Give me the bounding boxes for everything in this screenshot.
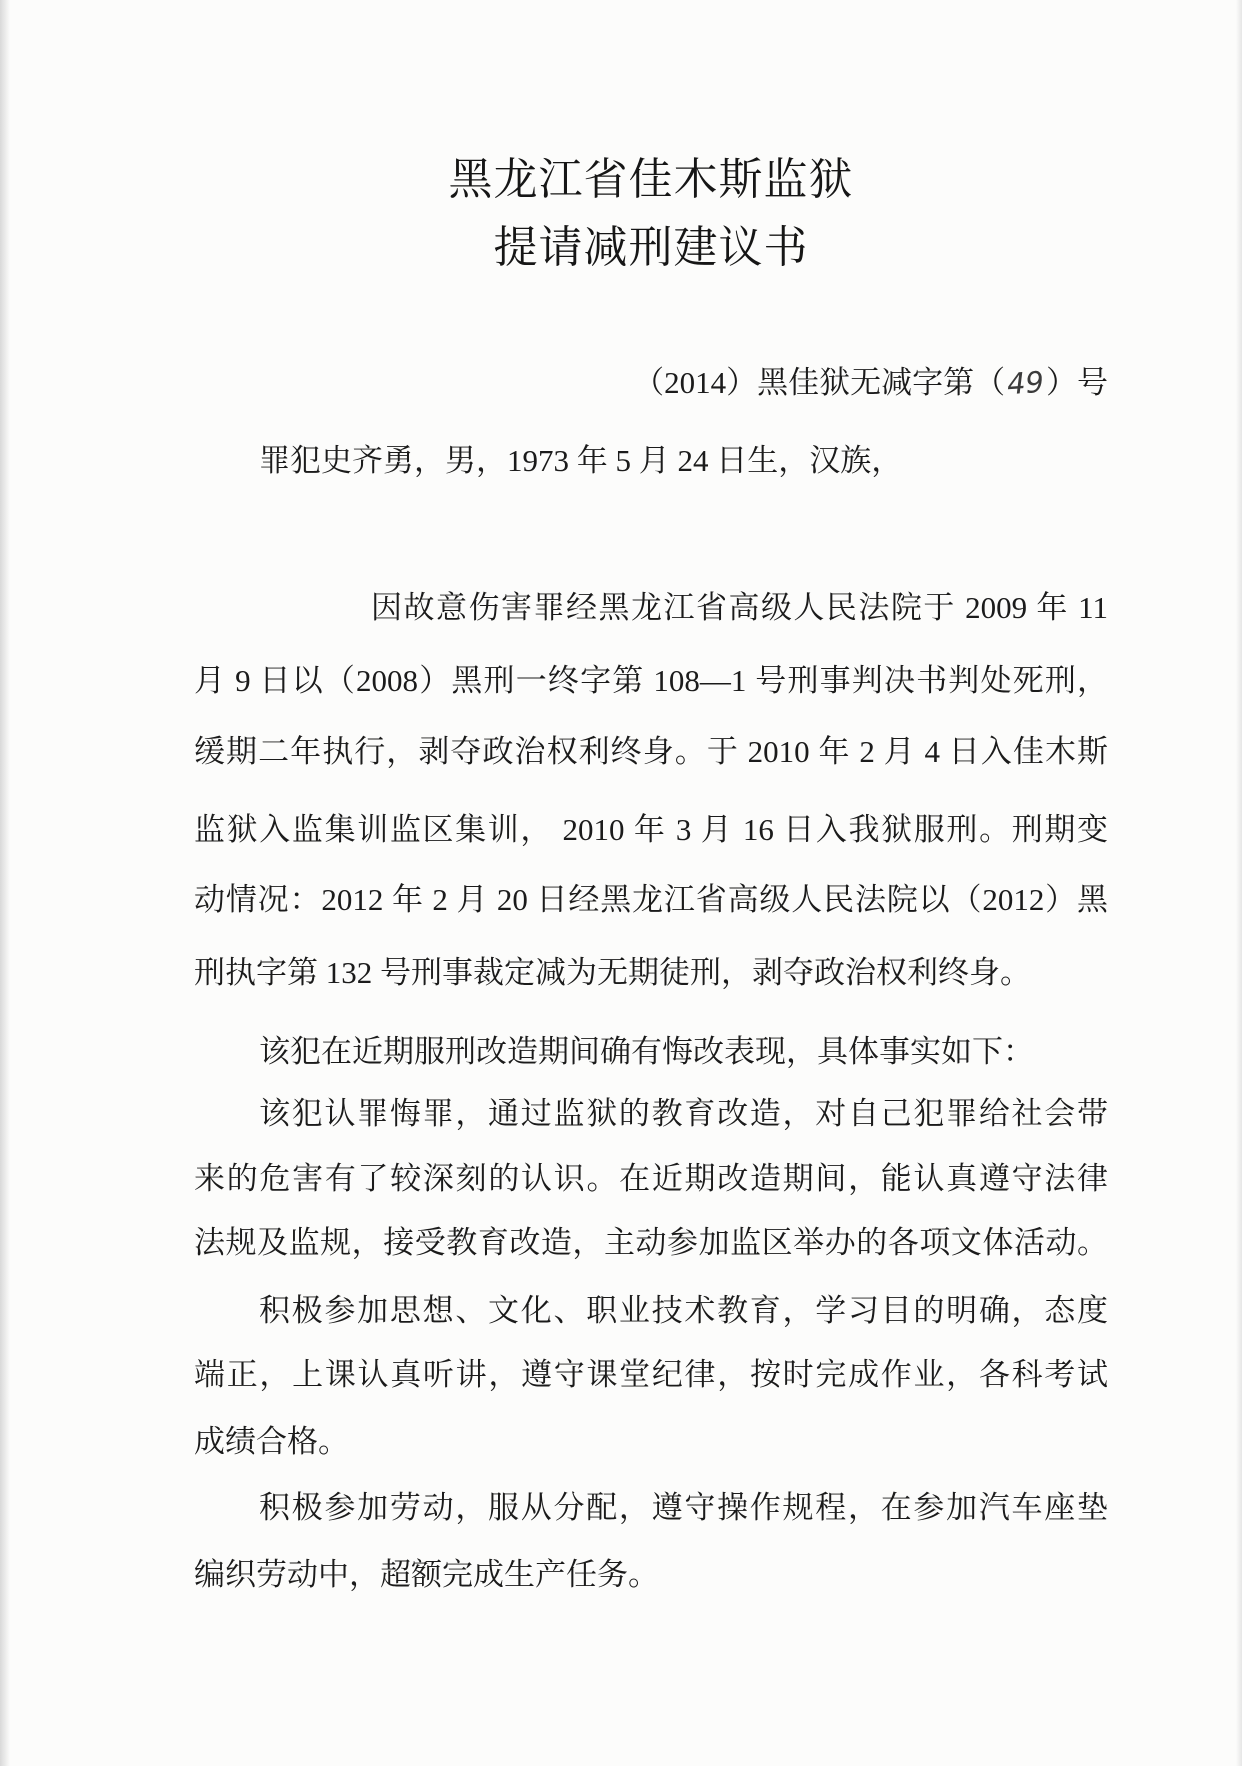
facts-education-line: 积极参加思想、文化、职业技术教育，学习目的明确，态度 — [259, 1293, 1108, 1328]
sentence-history-line: 缓期二年执行，剥夺政治权利终身。于 2010 年 2 月 4 日入佳木斯 — [194, 734, 1108, 769]
facts-education-line: 端正，上课认真听讲，遵守课堂纪律，按时完成作业，各科考试 — [194, 1357, 1108, 1392]
sentence-history-line: 动情况：2012 年 2 月 20 日经黑龙江省高级人民法院以（2012）黑 — [194, 882, 1108, 917]
facts-labor-line: 编织劳动中，超额完成生产任务。 — [194, 1557, 659, 1592]
sentence-history-line: 因故意伤害罪经黑龙江省高级人民法院于 2009 年 11 — [371, 590, 1108, 625]
handwritten-document-number: 49 — [1005, 364, 1046, 402]
sentence-history-line: 刑执字第 132 号刑事裁定减为无期徒刑，剥夺政治权利终身。 — [194, 955, 1031, 990]
facts-labor-line: 积极参加劳动，服从分配，遵守操作规程，在参加汽车座垫 — [259, 1490, 1108, 1525]
facts-attitude-line: 该犯认罪悔罪，通过监狱的教育改造，对自己犯罪给社会带 — [259, 1096, 1108, 1131]
facts-attitude-line: 法规及监规，接受教育改造，主动参加监区举办的各项文体活动。 — [194, 1225, 1108, 1260]
facts-attitude-line: 来的危害有了较深刻的认识。在近期改造期间，能认真遵守法律 — [194, 1161, 1108, 1196]
document-number — [633, 363, 1108, 403]
document-title-line-1: 黑龙江省佳木斯监狱 — [448, 155, 854, 204]
criminal-info: 罪犯史齐勇，男，1973 年 5 月 24 日生，汉族， — [259, 443, 903, 478]
document-number-suffix: ）号 — [1046, 365, 1108, 400]
sentence-history-line: 月 9 日以（2008）黑刑一终字第 108—1 号刑事判决书判处死刑， — [194, 663, 1108, 698]
scan-edge-left — [0, 0, 10, 1766]
repentance-statement: 该犯在近期服刑改造期间确有悔改表现，具体事实如下： — [259, 1034, 1034, 1069]
sentence-history-line: 监狱入监集训监区集训， 2010 年 3 月 16 日入我狱服刑。刑期变 — [194, 812, 1108, 847]
document-number-prefix: （2014）黑佳狱无减字第（ — [633, 365, 1006, 400]
facts-education-line: 成绩合格。 — [194, 1424, 349, 1459]
document-title-line-2: 提请减刑建议书 — [493, 223, 809, 272]
